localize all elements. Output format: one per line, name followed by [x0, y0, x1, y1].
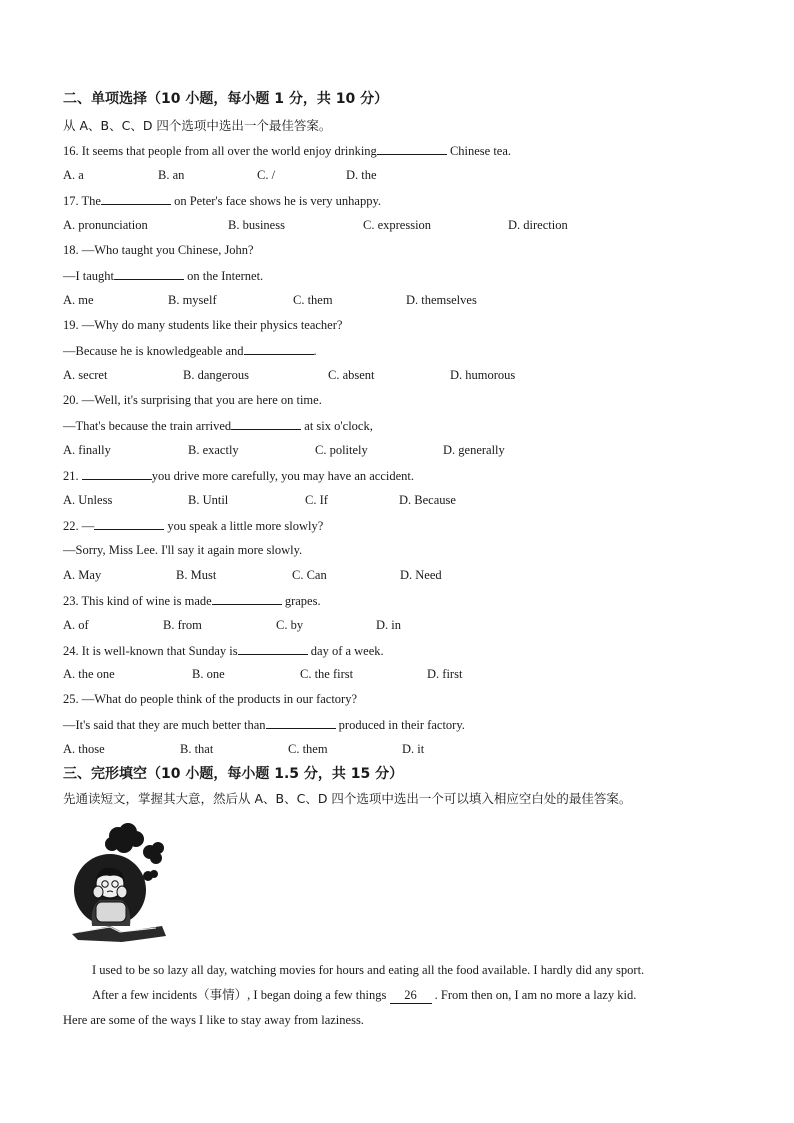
- option-b: B. Must: [176, 568, 217, 582]
- option-c: C. Can: [292, 568, 327, 582]
- option-b: B. from: [163, 618, 202, 632]
- section3-heading: 三、完形填空（10 小题，每小题 1.5 分，共 15 分）: [63, 766, 404, 782]
- option-b: B. Until: [188, 493, 229, 507]
- option-b: B. exactly: [188, 443, 239, 457]
- answer-blank: [238, 642, 308, 655]
- option-d: D. themselves: [406, 293, 477, 307]
- question-18-dialog: 18. —Who taught you Chinese, John?: [63, 243, 254, 257]
- option-b: B. one: [192, 667, 225, 681]
- option-d: D. Need: [400, 568, 442, 582]
- option-d: D. Because: [399, 493, 456, 507]
- option-d: D. direction: [508, 218, 568, 232]
- option-b: B. dangerous: [183, 368, 249, 382]
- option-a: A. May: [63, 568, 102, 582]
- section2-heading: 二、单项选择（10 小题，每小题 1 分，共 10 分）: [63, 91, 389, 107]
- question-22-stem: 22. — you speak a little more slowly?: [63, 519, 324, 533]
- option-c: C. them: [288, 742, 328, 756]
- question-24-stem: 24. It is well-known that Sunday is day of a week.: [63, 644, 384, 658]
- answer-blank: [82, 467, 152, 480]
- answer-blank: [231, 417, 301, 430]
- option-d: D. the: [346, 168, 377, 182]
- option-a: A. me: [63, 293, 94, 307]
- question-19-stem: —Because he is knowledgeable and .: [63, 344, 317, 358]
- option-c: C. them: [293, 293, 333, 307]
- option-d: D. it: [402, 742, 425, 756]
- option-c: C. absent: [328, 368, 375, 382]
- question-25-dialog: 25. —What do people think of the products in our factory?: [63, 692, 358, 706]
- question-20-dialog: 20. —Well, it's surprising that you are here on time.: [63, 393, 322, 407]
- answer-blank: [377, 142, 447, 155]
- answer-blank: [266, 716, 336, 729]
- answer-blank: [244, 342, 314, 355]
- option-a: A. finally: [63, 443, 111, 457]
- option-a: A. those: [63, 742, 105, 756]
- option-b: B. myself: [168, 293, 217, 307]
- option-c: C. /: [257, 168, 276, 182]
- option-a: A. Unless: [63, 493, 113, 507]
- option-a: A. secret: [63, 368, 108, 382]
- option-a: A. the one: [63, 667, 115, 681]
- option-c: C. the first: [300, 667, 354, 681]
- question-23-stem: 23. This kind of wine is made grapes.: [63, 594, 321, 608]
- option-b: B. that: [180, 742, 214, 756]
- option-d: D. first: [427, 667, 463, 681]
- answer-blank: [114, 267, 184, 280]
- passage-paragraph-2: After a few incidents（事情）, I began doing a few things 26 . From then on, I am no more a lazy kid.: [92, 988, 637, 1002]
- question-20-stem: —That's because the train arrived at six o'clock,: [63, 419, 373, 433]
- answer-blank: [212, 592, 282, 605]
- option-d: D. in: [376, 618, 401, 632]
- question-16-stem: 16. It seems that people from all over the world enjoy drinking Chinese tea.: [63, 144, 512, 158]
- question-21-stem: 21. you drive more carefully, you may have an accident.: [63, 469, 415, 483]
- option-a: A. of: [63, 618, 89, 632]
- question-17-stem: 17. The on Peter's face shows he is very unhappy.: [63, 194, 382, 208]
- passage-paragraph-3: Here are some of the ways I like to stay away from laziness.: [63, 1013, 364, 1027]
- answer-blank: [101, 192, 171, 205]
- option-a: A. pronunciation: [63, 218, 148, 232]
- option-c: C. If: [305, 493, 328, 507]
- option-b: B. an: [158, 168, 185, 182]
- section3-instruction: 先通读短文，掌握其大意，然后从 A、B、C、D 四个选项中选出一个可以填入相应空白处的最佳答案。: [63, 791, 632, 806]
- question-19-dialog: 19. —Why do many students like their physics teacher?: [63, 318, 343, 332]
- option-b: B. business: [228, 218, 285, 232]
- passage-paragraph-1: I used to be so lazy all day, watching movies for hours and eating all the food available. I hardly did any sport.: [92, 963, 645, 977]
- cloze-blank-26: 26: [390, 987, 432, 1004]
- question-18-stem: —I taught on the Internet.: [63, 269, 264, 283]
- worried-boy-illustration: [70, 822, 180, 944]
- question-25-stem: —It's said that they are much better than produced in their factory.: [63, 718, 465, 732]
- option-d: D. generally: [443, 443, 505, 457]
- option-c: C. politely: [315, 443, 368, 457]
- option-a: A. a: [63, 168, 84, 182]
- answer-blank: [94, 517, 164, 530]
- question-22-dialog: —Sorry, Miss Lee. I'll say it again more slowly.: [63, 543, 303, 557]
- worried-boy-icon: [70, 822, 180, 944]
- section2-instruction: 从 A、B、C、D 四个选项中选出一个最佳答案。: [63, 118, 332, 133]
- option-c: C. by: [276, 618, 304, 632]
- option-c: C. expression: [363, 218, 432, 232]
- option-d: D. humorous: [450, 368, 516, 382]
